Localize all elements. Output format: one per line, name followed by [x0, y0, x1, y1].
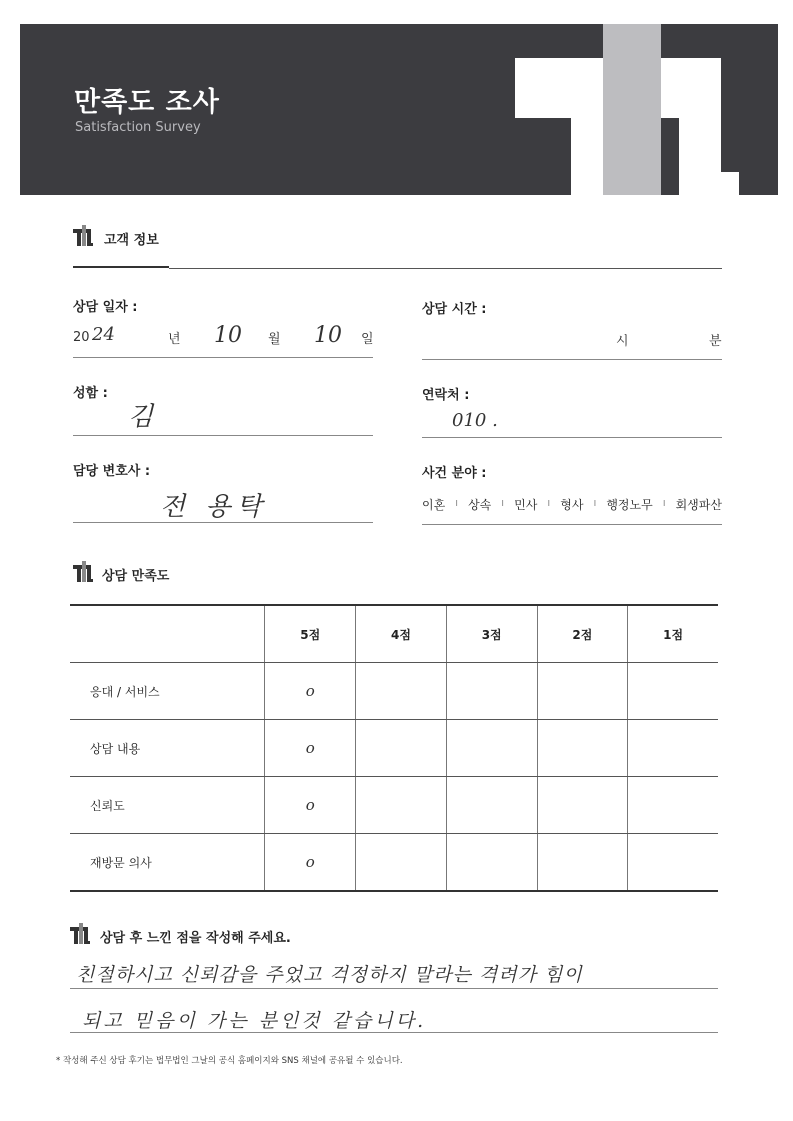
hand-mark: o: [305, 853, 315, 871]
rating-cell-4[interactable]: [356, 834, 447, 892]
case-field-underline: [422, 524, 722, 525]
page-title: 만족도 조사: [74, 87, 220, 118]
rating-cell-2[interactable]: [537, 834, 628, 892]
rating-cell-2[interactable]: [537, 720, 628, 777]
table-row: [70, 834, 718, 892]
field-option[interactable]: 행정노무: [606, 498, 653, 512]
section-underline-accent: [73, 266, 169, 268]
case-field-options: [422, 496, 722, 513]
field-option[interactable]: 상속: [468, 498, 492, 512]
name-handwritten: 김: [128, 402, 154, 432]
field-separator: I: [662, 499, 666, 508]
field-separator: I: [547, 499, 550, 508]
rating-cell-3[interactable]: [446, 777, 537, 834]
rating-cell-5[interactable]: [265, 834, 356, 892]
table-row: [70, 720, 718, 777]
page-subtitle: Satisfaction Survey: [75, 120, 201, 135]
section-logo-icon: [70, 923, 92, 945]
row-label: 상담 내용: [70, 720, 265, 777]
rating-cell-3[interactable]: [446, 663, 537, 720]
field-separator: I: [593, 499, 597, 508]
day-handwritten: 10: [314, 323, 342, 348]
lawyer-handwritten: 전 용탁: [160, 492, 268, 522]
column-header: 3점: [446, 605, 537, 663]
section-title-customer-info: 고객 정보: [104, 233, 159, 248]
name-label: 성함 :: [73, 386, 108, 401]
date-label: 상담 일자 :: [73, 300, 138, 315]
day-unit: 일: [361, 332, 374, 347]
field-separator: I: [455, 499, 458, 508]
footnote: * 작성해 주신 상담 후기는 법무법인 그날의 공식 홈페이지와 SNS 채널에 공유될 수 있습니다.: [56, 1056, 403, 1066]
section-title-satisfaction: 상담 만족도: [102, 569, 170, 584]
rating-cell-2[interactable]: [537, 777, 628, 834]
comment-underline: [70, 988, 718, 989]
field-option[interactable]: 이혼: [422, 498, 446, 512]
section-logo-icon: [73, 561, 95, 583]
name-underline: [73, 435, 373, 436]
lawyer-label: 담당 변호사 :: [73, 464, 151, 479]
hand-mark: o: [305, 682, 315, 700]
rating-cell-1[interactable]: [628, 720, 718, 777]
column-header: 5점: [265, 605, 356, 663]
rating-cell-5[interactable]: [265, 663, 356, 720]
field-separator: I: [501, 499, 504, 508]
table-row: [70, 663, 718, 720]
date-year-handwritten: 24: [92, 324, 115, 345]
rating-cell-3[interactable]: [446, 720, 537, 777]
month-handwritten: 10: [214, 323, 242, 348]
column-header: 1점: [628, 605, 718, 663]
date-underline: [73, 357, 373, 358]
hour-unit: 시: [616, 334, 629, 349]
table-header-row: [70, 605, 718, 663]
field-option[interactable]: 회생파산: [675, 498, 722, 512]
field-option[interactable]: 형사: [560, 498, 584, 512]
minute-unit: 분: [709, 334, 722, 349]
comment-line-2: 되고 믿음이 가는 분인것 같습니다.: [82, 1010, 427, 1032]
table-corner: [70, 605, 265, 663]
hand-mark: o: [305, 796, 315, 814]
field-option[interactable]: 민사: [514, 498, 538, 512]
firm-logo-icon: [495, 24, 778, 195]
rating-cell-4[interactable]: [356, 777, 447, 834]
row-label: 신뢰도: [70, 777, 265, 834]
rating-cell-4[interactable]: [356, 720, 447, 777]
lawyer-underline: [73, 522, 373, 523]
rating-cell-4[interactable]: [356, 663, 447, 720]
case-field-label: 사건 분야 :: [422, 466, 487, 481]
row-label: 응대 / 서비스: [70, 663, 265, 720]
section-title-comments: 상담 후 느낀 점을 작성해 주세요.: [100, 931, 291, 946]
comment-underline: [70, 1032, 718, 1033]
rating-cell-5[interactable]: [265, 720, 356, 777]
header-banner: [20, 24, 778, 195]
rating-cell-3[interactable]: [446, 834, 537, 892]
row-label: 재방문 의사: [70, 834, 265, 892]
rating-cell-1[interactable]: [628, 663, 718, 720]
contact-label: 연락처 :: [422, 388, 470, 403]
table-row: [70, 777, 718, 834]
section-logo-icon: [73, 225, 95, 247]
time-underline: [422, 359, 722, 360]
section-divider: [169, 268, 722, 269]
month-unit: 월: [268, 332, 281, 347]
year-unit: 년: [168, 332, 181, 347]
comment-line-1: 친절하시고 신뢰감을 주었고 걱정하지 말라는 격려가 힘이: [76, 964, 583, 986]
time-label: 상담 시간 :: [422, 302, 487, 317]
column-header: 2점: [537, 605, 628, 663]
hand-mark: o: [305, 739, 315, 757]
contact-underline: [422, 437, 722, 438]
rating-cell-1[interactable]: [628, 777, 718, 834]
rating-cell-2[interactable]: [537, 663, 628, 720]
rating-cell-5[interactable]: [265, 777, 356, 834]
column-header: 4점: [356, 605, 447, 663]
rating-cell-1[interactable]: [628, 834, 718, 892]
date-year-prefix: 20: [73, 330, 90, 345]
satisfaction-table: [70, 604, 718, 892]
contact-handwritten: 010 .: [452, 410, 498, 431]
